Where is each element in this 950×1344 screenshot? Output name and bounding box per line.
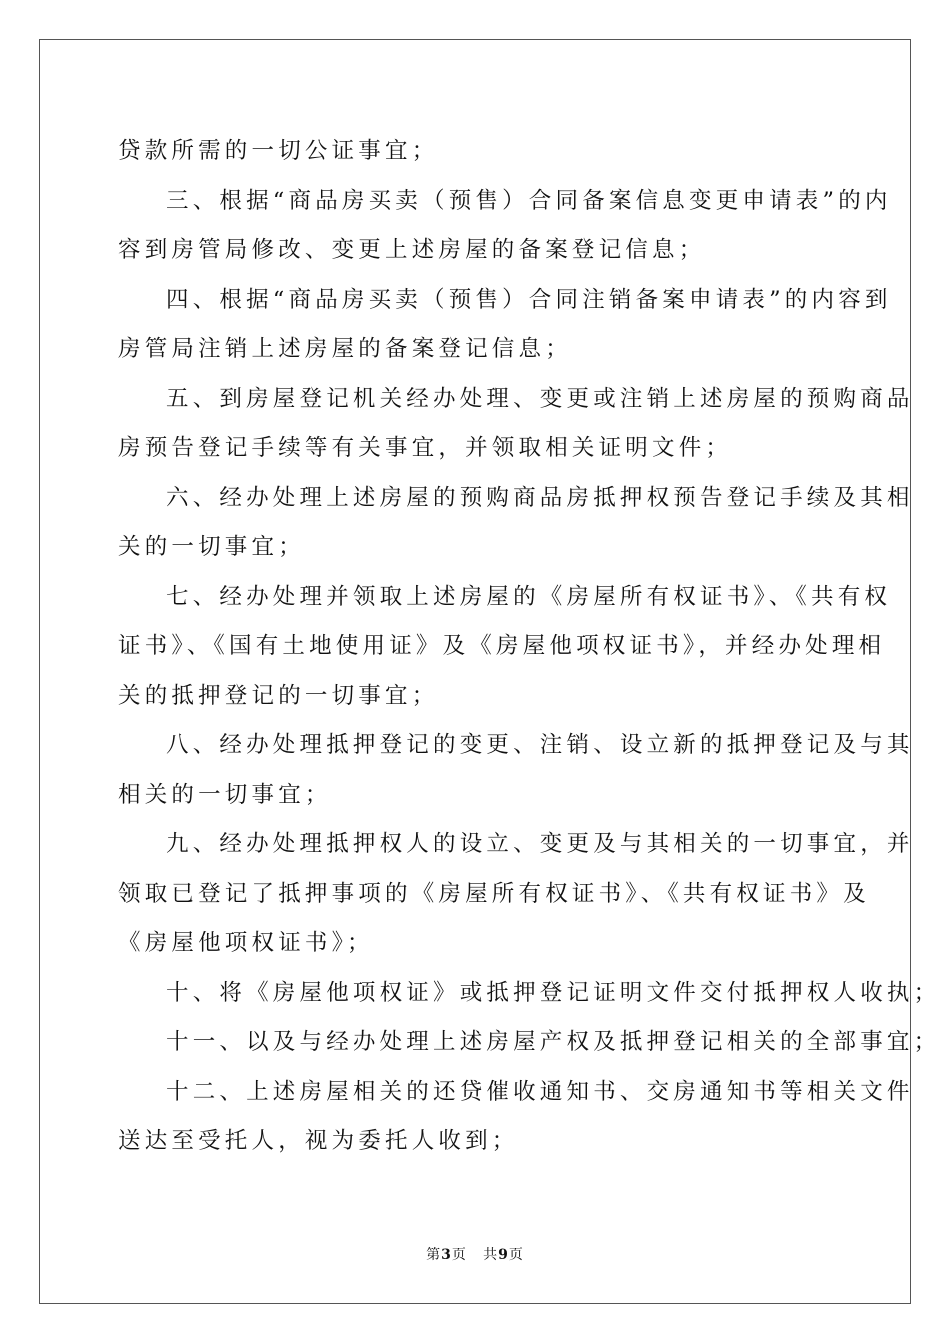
text-line: 五、到房屋登记机关经办处理、变更或注销上述房屋的预购商品 xyxy=(166,385,914,412)
text-line: 贷款所需的一切公证事宜； xyxy=(118,138,439,164)
text-line: 三、根据“商品房买卖（预售）合同备案信息变更申请表”的内 xyxy=(166,187,892,214)
text-line: 十二、上述房屋相关的还贷催收通知书、交房通知书等相关文件 xyxy=(166,1078,914,1105)
text-line: 六、经办处理上述房屋的预购商品房抵押权预告登记手续及其相 xyxy=(166,484,914,511)
text-line: 四、根据“商品房买卖（预售）合同注销备案申请表”的内容到 xyxy=(166,286,892,313)
text-line: 七、经办处理并领取上述房屋的《房屋所有权证书》、《共有权 xyxy=(166,583,892,610)
text-line: 房预告登记手续等有关事宜，并领取相关证明文件； xyxy=(118,435,733,461)
text-line: 九、经办处理抵押权人的设立、变更及与其相关的一切事宜，并 xyxy=(166,831,914,857)
text-line: 证书》、《国有土地使用证》及《房屋他项权证书》，并经办处理相 xyxy=(118,633,886,659)
text-line: 《房屋他项权证书》； xyxy=(118,930,374,956)
text-line: 十一、以及与经办处理上述房屋产权及抵押登记相关的全部事宜； xyxy=(166,1029,941,1055)
text-line: 房管局注销上述房屋的备案登记信息； xyxy=(118,336,572,362)
document-body xyxy=(118,127,941,1167)
footer-page-suffix: 页 xyxy=(451,1247,467,1263)
text-line: 关的一切事宜； xyxy=(118,534,305,560)
text-line: 八、经办处理抵押登记的变更、注销、设立新的抵押登记及与其 xyxy=(166,732,914,758)
text-line: 领取已登记了抵押事项的《房屋所有权证书》、《共有权证书》及 xyxy=(118,880,870,907)
text-line: 相关的一切事宜； xyxy=(118,781,332,808)
page-number: 3 xyxy=(441,1247,452,1263)
footer-prefix: 第 xyxy=(426,1247,442,1263)
footer-total-prefix: 共 xyxy=(483,1247,499,1263)
total-pages: 9 xyxy=(498,1247,509,1263)
footer-total-suffix: 页 xyxy=(508,1247,524,1263)
page-footer xyxy=(0,1244,950,1264)
text-line: 容到房管局修改、变更上述房屋的备案登记信息； xyxy=(118,237,706,263)
text-line: 送达至受托人，视为委托人收到； xyxy=(118,1128,519,1154)
text-line: 十、将《房屋他项权证》或抵押登记证明文件交付抵押权人收执； xyxy=(166,979,941,1006)
text-line: 关的抵押登记的一切事宜； xyxy=(118,682,439,709)
